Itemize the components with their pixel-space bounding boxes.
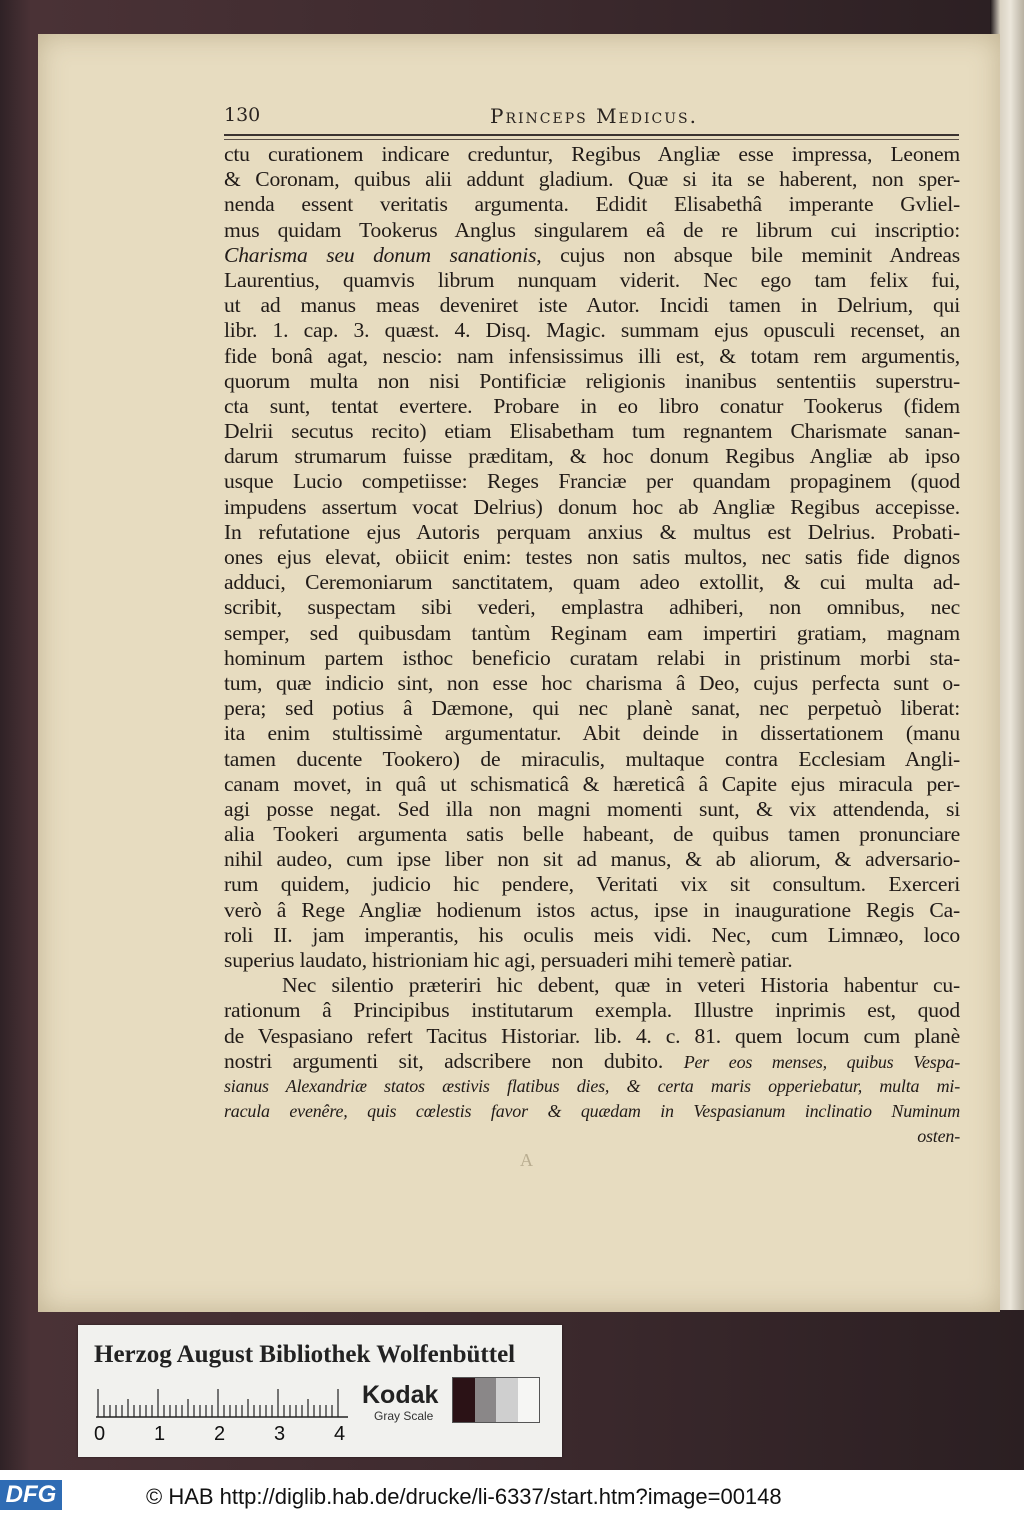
ruler-number: 2 [214,1423,226,1445]
scale-ruler [96,1383,352,1419]
text-line: adduci, Ceremoniarum sanctitatem, quam adeo extollit, & cui multa ad- [224,570,960,595]
dfg-logo: DFG [0,1480,62,1510]
text-line: verò â Rege Angliæ hodienum istos actus, ipse in inauguratione Regis Ca- [224,897,960,922]
text-line: tum, quæ indicio sint, non esse hoc charisma â Deo, cujus perfecta sunt o- [224,670,960,695]
text-line: In refutatione ejus Autoris perquam anxius & multus est Delrius. Probati- [224,519,960,544]
text-line: alia Tookeri argumenta satis belle habeant, de quibus tamen pronunciare [224,822,960,847]
text-line: ut ad manus meas deveniret iste Autor. Incidi tamen in Delrium, qui [224,293,960,318]
text-line: usque Lucio competiisse: Reges Franciæ per quandam propaginem (quod [224,469,960,494]
text-line: agi posse negat. Sed illa non magni momenti sunt, & vix attendenda, si [224,796,960,821]
text-line: superius laudato, histrioniam hic agi, persuaderi mihi temerè patiar. [224,948,793,972]
text-line: & Coronam, quibus alii addunt gladium. Quæ si ita se haberent, non sper- [224,167,960,192]
quote-line: sianus Alexandriæ statos æstivis flatibus dies, & certa maris opperiebatur, multa mi- [224,1075,960,1096]
library-name: Herzog August Bibliothek Wolfenbüttel [94,1341,516,1368]
quote-line: racula evenêre, quis cœlestis favor & quædam in Vespasianum inclinatio Numinum [224,1101,960,1122]
text-line: nenda essent veritatis argumenta. Edidit Elisabethâ imperante Gvliel- [224,192,960,217]
library-color-card [78,1325,562,1457]
text-line: fide bonâ agat, nescio: nam infensissimus illi est, & totam rem argumentis, [224,343,960,368]
text-line: pera; sed potius â Dæmone, qui nec planè sanat, nec perpetuò liberat: [224,696,960,721]
text-line: ita enim stultissimè argumentatur. Abit deinde in dissertationem (manu [224,721,960,746]
text-line: Laurentius, quamvis librum nunquam viderit. Nec ego tam felix fui, [224,267,960,292]
text-line: quorum multa non nisi Pontificiæ religionis inanibus sententiis superstru- [224,368,960,393]
catchword: osten- [917,1126,960,1147]
quote-intro: nostri argumenti sit, adscribere non dubito. [224,1048,664,1073]
gray-swatch [496,1378,518,1422]
text-line: impudens assertum vocat Delrius) donum hoc ab Angliæ Regibus accepisse. [224,494,960,519]
text-line: tamen ducente Tookero) de miraculis, multaque contra Ecclesiam Angli- [224,746,960,771]
charisma-title: Charisma seu donum sanationis [224,242,537,267]
text-line: scribit, suspectam sibi vederi, emplastra adhiberi, non omnibus, nec [224,595,960,620]
text-line: ones ejus elevat, obiicit enim: testes non satis multos, nec satis fide dignos [224,545,960,569]
ruler-number: 3 [274,1423,286,1445]
ruler-numbers [92,1423,362,1449]
kodak-brand: Kodak [362,1381,439,1409]
body-text [224,142,960,1150]
text-line: mus quidam Tookerus Anglus singularem eâ de re librum cui inscriptio: [224,217,960,242]
gray-scale-label: Gray Scale [374,1409,434,1423]
running-title: Princeps Medicus. [490,104,698,128]
running-head [224,104,964,130]
text-line-with-quote [224,1049,960,1074]
tacitus-quote-start: Per eos menses, quibus Vespa- [683,1051,960,1072]
ruler-number: 4 [334,1423,346,1445]
text-line: rationum â Principibus institutarum exempla. Illustre inprimis est, quod [224,998,960,1023]
text-line-italic-title: Charisma seu donum sanationis, cujus non absque bile meminit Andreas [224,242,960,267]
text-line: ctu curationem indicare creduntur, Regibus Angliæ esse impressa, Leonem [224,142,960,166]
page-number: 130 [224,104,261,126]
gray-scale-swatches [452,1377,540,1423]
gray-swatch [475,1378,497,1422]
footer-bar [0,1470,1024,1516]
text-line: cta sunt, tentat evertere. Probare in eo libro conatur Tookerus (fidem [224,393,960,418]
gray-swatch [453,1378,475,1422]
text-line: de Vespasiano refert Tacitus Historiar. lib. 4. c. 81. quem locum cum planè [224,1023,960,1048]
text-line: darum strumarum fuisse præditam, & hoc donum Regibus Angliæ ab ipso [224,444,960,469]
text-line: libr. 1. cap. 3. quæst. 4. Disq. Magic. summam ejus opusculi recenset, an [224,318,960,343]
header-rule [224,134,959,140]
ruler-number: 1 [154,1423,166,1445]
text-line: canam movet, in quâ ut schismaticâ & hæreticâ â Capite ejus miracula per- [224,771,960,796]
text-line: roli II. jam imperantis, his oculis meis vidi. Nec, cum Limnæo, loco [224,922,960,947]
text-line: Delrii secutus recito) etiam Elisabetham tum regnantem Charismate sanan- [224,419,960,444]
text-line: nihil audeo, cum ipse liber non sit ad manus, & ab aliorum, & adversario- [224,847,960,872]
faint-bleed-through-mark: A [520,1150,533,1170]
text-line: rum quidem, judicio hic pendere, Veritati vix sit consultum. Exerceri [224,872,960,897]
ruler-number: 0 [94,1423,106,1445]
text-line: hominum partem isthoc beneficio curatam relabi in pristinum morbi sta- [224,645,960,670]
copyright-link[interactable]: © HAB http://diglib.hab.de/drucke/li-6337/start.htm?image=00148 [146,1484,782,1509]
text-line: semper, sed quibusdam tantùm Reginam eam impertiri gratiam, magnam [224,620,960,645]
gray-swatch [518,1378,540,1422]
paragraph-start-line: Nec silentio præteriri hic debent, quæ in veteri Historia habentur cu- [282,973,960,998]
